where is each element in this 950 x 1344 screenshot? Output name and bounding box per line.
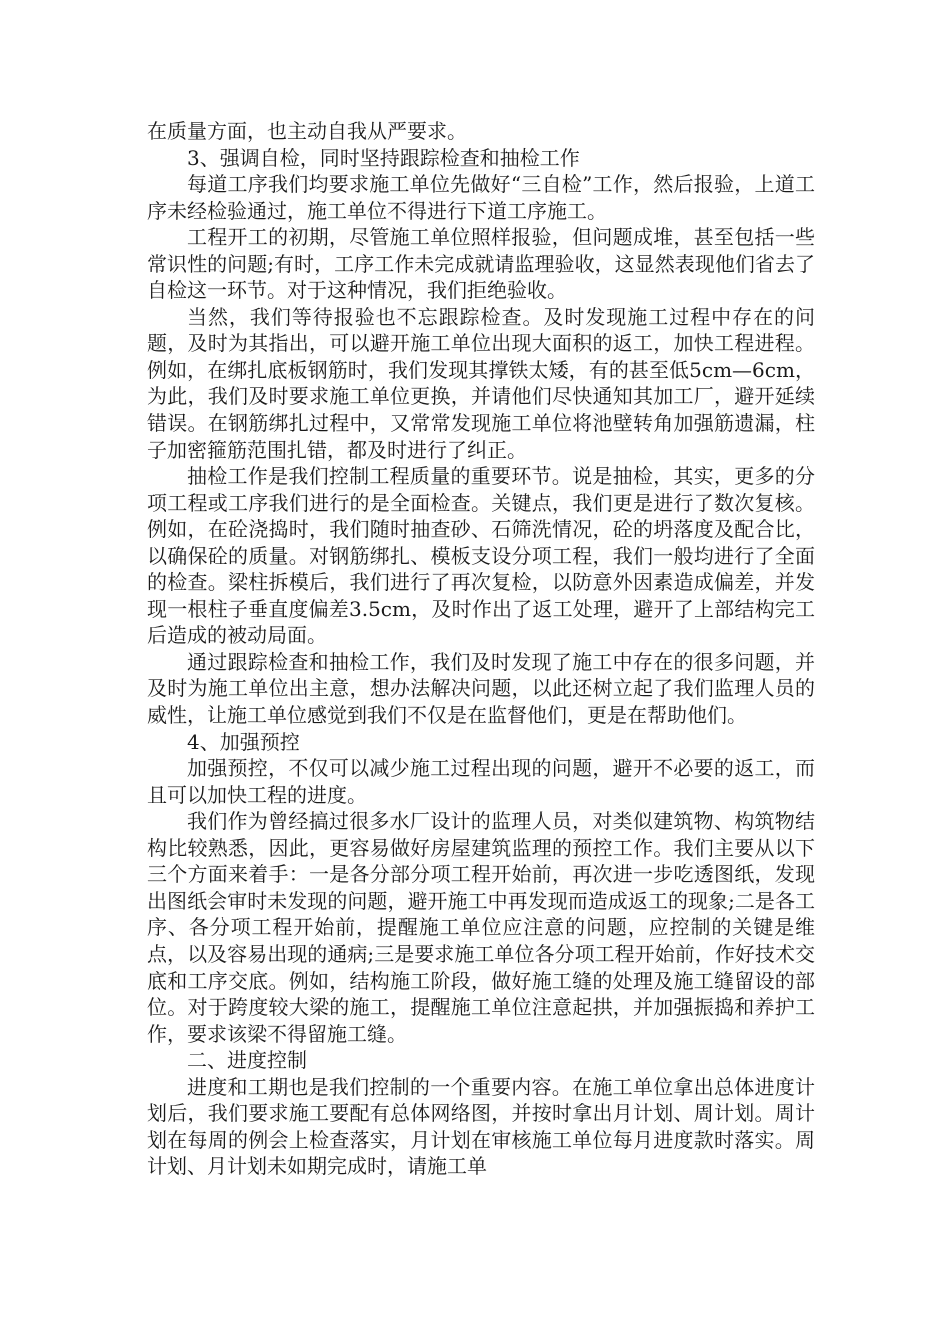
paragraph-5: 当然，我们等待报验也不忘跟踪检查。及时发现施工过程中存在的问题，及时为其指出，可以避开施工单位出现大面积的返工，加快工程进程。例如，在绑扎底板钢筋时，我们发现其撑铁太矮，有的甚至低5cm—6cm，为此，我们及时要求施工单位更换，并请他们尽快通知其加工厂，避开延续错误。在钢筋绑扎过程中，又常常发现施工单位将池壁转角加强筋遗漏，柱子加密箍筋范围扎错，都及时进行了纠正。: [147, 304, 815, 462]
heading-pre-control: 4、加强预控: [187, 729, 300, 754]
heading-self-inspection: 3、强调自检，同时坚持跟踪检查和抽检工作: [187, 145, 580, 170]
paragraph-12: 进度和工期也是我们控制的一个重要内容。在施工单位拿出总体进度计划后，我们要求施工要配有总体网络图，并按时拿出月计划、周计划。周计划在每周的例会上检查落实，月计划在审核施工单位每月进度款时落实。周计划、月计划未如期完成时，请施工单: [147, 1074, 815, 1179]
document-body: [147, 118, 815, 1180]
paragraph-1: 在质量方面，也主动自我从严要求。: [147, 119, 467, 143]
paragraph-9: 加强预控，不仅可以减少施工过程出现的问题，避开不必要的返工，而且可以加快工程的进度。: [147, 756, 815, 807]
paragraph-10: 我们作为曾经搞过很多水厂设计的监理人员，对类似建筑物、构筑物结构比较熟悉，因此，更容易做好房屋建筑监理的预控工作。我们主要从以下三个方面来着手：一是各分部分项工程开始前，再次进一步吃透图纸，发现出图纸会审时未发现的问题，避开施工中再发现而造成返工的现象;二是各工序、各分项工程开始前，提醒施工单位应注意的问题，应控制的关键是维点，以及容易出现的通病;三是要求施工单位各分项工程开始前，作好技术交底和工序交底。例如，结构施工阶段，做好施工缝的处理及施工缝留设的部位。对于跨度较大梁的施工，提醒施工单位注意起拱，并加强振捣和养护工作，要求该梁不得留施工缝。: [147, 809, 815, 1046]
paragraph-6: 抽检工作是我们控制工程质量的重要环节。说是抽检，其实，更多的分项工程或工序我们进行的是全面检查。关键点，我们更是进行了数次复核。例如，在砼浇捣时，我们随时抽查砂、石筛洗情况，砼的坍落度及配合比，以确保砼的质量。对钢筋绑扎、模板支设分项工程，我们一般均进行了全面的检查。梁柱拆模后，我们进行了再次复检，以防意外因素造成偏差，并发现一根柱子垂直度偏差3.5cm，及时作出了返工处理，避开了上部结构完工后造成的被动局面。: [147, 464, 815, 648]
paragraph-4: 工程开工的初期，尽管施工单位照样报验，但问题成堆，甚至包括一些常识性的问题;有时，工序工作未完成就请监理验收，这显然表现他们省去了自检这一环节。对于这种情况，我们拒绝验收。: [147, 225, 815, 303]
paragraph-7: 通过跟踪检查和抽检工作，我们及时发现了施工中存在的很多问题，并及时为施工单位出主意，想办法解决问题，以此还树立起了我们监理人员的威性，让施工单位感觉到我们不仅是在监督他们，更是在帮助他们。: [147, 649, 815, 728]
paragraph-3: 每道工序我们均要求施工单位先做好“三自检”工作，然后报验，上道工序未经检验通过，施工单位不得进行下道工序施工。: [147, 172, 815, 223]
heading-schedule-control: 二、进度控制: [187, 1048, 307, 1073]
